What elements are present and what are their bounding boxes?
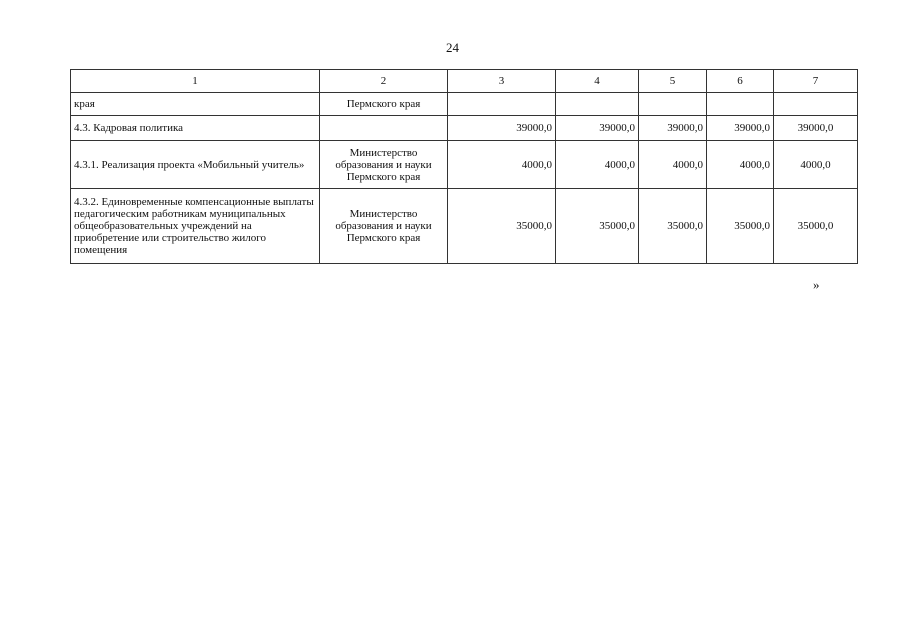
row-name-cell: 4.3. Кадровая политика xyxy=(71,116,320,141)
row-value-cell: 4000,0 xyxy=(639,141,707,189)
row-value-cell xyxy=(556,93,639,116)
table-row xyxy=(71,189,858,264)
header-cell: 7 xyxy=(774,70,858,93)
row-name-cell: 4.3.1. Реализация проекта «Мобильный учитель» xyxy=(71,141,320,189)
table-row xyxy=(71,116,858,141)
table-header-row xyxy=(71,70,858,93)
row-value-cell: 4000,0 xyxy=(707,141,774,189)
row-value-cell xyxy=(639,93,707,116)
row-value-cell: 35000,0 xyxy=(556,189,639,264)
header-cell: 2 xyxy=(320,70,448,93)
budget-table xyxy=(70,69,858,264)
row-value-cell: 39000,0 xyxy=(639,116,707,141)
row-value-cell: 4000,0 xyxy=(774,141,858,189)
table-row xyxy=(71,141,858,189)
row-org-cell: Министерство образования и науки Пермского края xyxy=(320,189,448,264)
row-value-cell: 35000,0 xyxy=(639,189,707,264)
header-cell: 1 xyxy=(71,70,320,93)
row-value-cell: 39000,0 xyxy=(774,116,858,141)
row-value-cell xyxy=(707,93,774,116)
row-org-cell: Пермского края xyxy=(320,93,448,116)
row-value-cell: 39000,0 xyxy=(556,116,639,141)
header-cell: 6 xyxy=(707,70,774,93)
row-value-cell: 39000,0 xyxy=(707,116,774,141)
row-org-cell: Министерство образования и науки Пермского края xyxy=(320,141,448,189)
page-number: 24 xyxy=(446,40,459,55)
row-name-cell: 4.3.2. Единовременные компенсационные выплаты педагогическим работникам муниципальных общеобразовательных учреждений на приобретение или строительство жилого помещения xyxy=(71,189,320,264)
row-value-cell xyxy=(774,93,858,116)
row-name-cell: края xyxy=(71,93,320,116)
row-org-cell xyxy=(320,116,448,141)
row-value-cell: 4000,0 xyxy=(556,141,639,189)
row-value-cell: 4000,0 xyxy=(448,141,556,189)
header-cell: 5 xyxy=(639,70,707,93)
header-cell: 3 xyxy=(448,70,556,93)
closing-quote: » xyxy=(813,277,820,292)
row-value-cell: 39000,0 xyxy=(448,116,556,141)
row-value-cell: 35000,0 xyxy=(707,189,774,264)
row-value-cell: 35000,0 xyxy=(448,189,556,264)
row-value-cell: 35000,0 xyxy=(774,189,858,264)
row-value-cell xyxy=(448,93,556,116)
header-cell: 4 xyxy=(556,70,639,93)
table-row xyxy=(71,93,858,116)
